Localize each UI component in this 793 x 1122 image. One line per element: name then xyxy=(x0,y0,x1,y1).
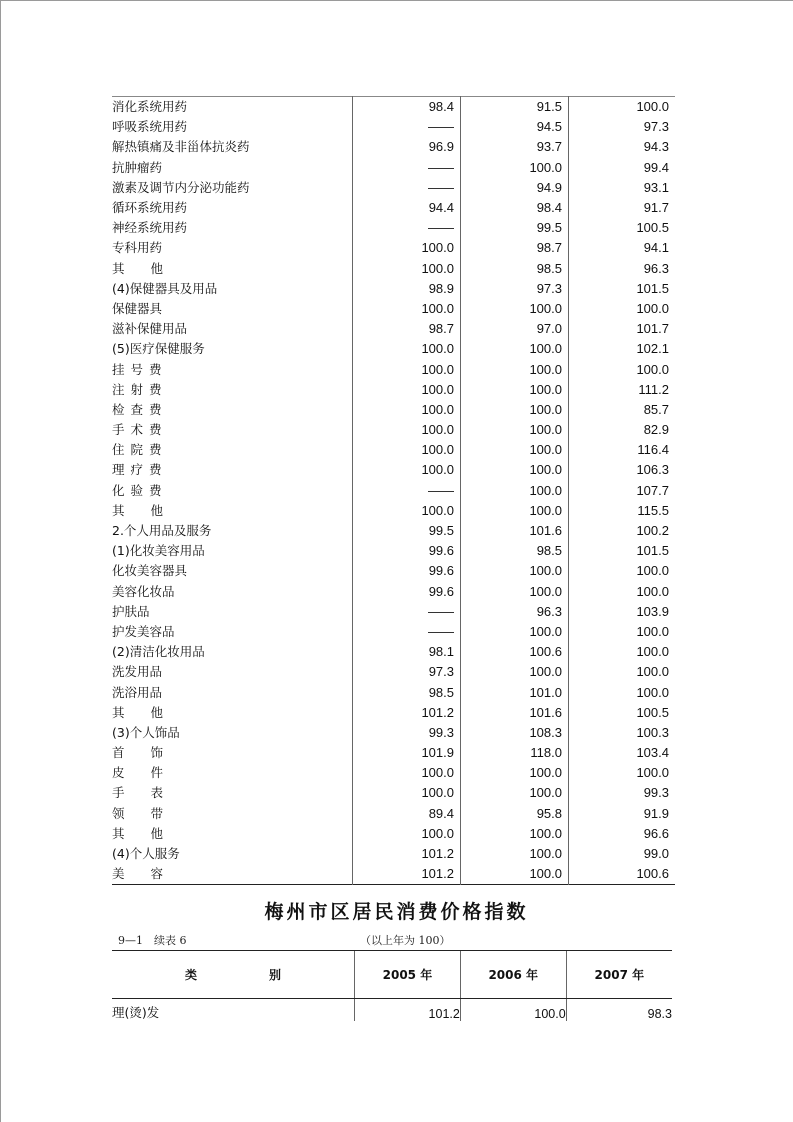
value-2006: 100.0 xyxy=(461,460,569,480)
value-2005: 99.5 xyxy=(353,521,461,541)
value-2006: 100.0 xyxy=(461,582,569,602)
value-2005: 101.2 xyxy=(353,844,461,864)
value-2006: 100.0 xyxy=(461,622,569,642)
row-category-label: 循环系统用药 xyxy=(112,200,188,216)
value-2007: 96.6 xyxy=(569,824,676,844)
value-2007: 103.4 xyxy=(569,743,676,763)
header-category: 类 别 xyxy=(112,951,355,999)
value-2005: 100.0 xyxy=(353,501,461,521)
value-2005: 100.0 xyxy=(353,763,461,783)
row-category xyxy=(112,460,353,480)
value-2006: 100.6 xyxy=(461,642,569,662)
value-2005: 100.0 xyxy=(353,238,461,258)
value-2006: 100.0 xyxy=(461,339,569,359)
row-category xyxy=(112,420,353,440)
row-category-label: 其他 xyxy=(112,260,190,276)
value-2006: 100.0 xyxy=(461,359,569,379)
value-2006: 98.4 xyxy=(461,198,569,218)
value-2007: 100.6 xyxy=(569,864,676,885)
value-2006: 91.5 xyxy=(461,97,569,118)
row-category-label: 其他 xyxy=(112,502,190,518)
row-category xyxy=(112,743,353,763)
value-2005: 99.3 xyxy=(353,723,461,743)
value-2007: 100.0 xyxy=(569,682,676,702)
table-row xyxy=(112,339,675,359)
header-2007: 2007 年 xyxy=(566,951,672,999)
row-category-label: 美容化妆品 xyxy=(112,583,175,599)
table-row xyxy=(112,440,675,460)
row-category xyxy=(112,783,353,803)
value-2007: 94.1 xyxy=(569,238,676,258)
value-2005: 100.0 xyxy=(353,460,461,480)
table-row xyxy=(112,299,675,319)
value-2007: 100.0 xyxy=(569,763,676,783)
value-2006: 98.7 xyxy=(461,238,569,258)
table-row xyxy=(112,999,672,1022)
row-category xyxy=(112,339,353,359)
row-category-label: 专科用药 xyxy=(112,240,163,256)
value-2005: 97.3 xyxy=(353,662,461,682)
row-category-label: (4)保健器具及用品 xyxy=(112,280,218,296)
header-row xyxy=(112,951,672,999)
value-2005: —— xyxy=(353,218,461,238)
value-2006: 98.5 xyxy=(461,259,569,279)
price-index-table-header xyxy=(112,950,672,1021)
table-row xyxy=(112,602,675,622)
value-2007: 100.5 xyxy=(569,218,676,238)
table-row xyxy=(112,178,675,198)
row-category-label: 护肤品 xyxy=(112,603,150,619)
value-2005: 99.6 xyxy=(353,582,461,602)
value-2007: 97.3 xyxy=(569,117,676,137)
value-2006: 97.3 xyxy=(461,279,569,299)
table-row xyxy=(112,864,675,885)
value-2005: 100.0 xyxy=(353,299,461,319)
value-2005: 99.6 xyxy=(353,541,461,561)
value-2006: 94.9 xyxy=(461,178,569,198)
value-2005: 98.5 xyxy=(353,682,461,702)
row-category-label: (2)清洁化妆用品 xyxy=(112,644,205,660)
row-category-label: 住院费 xyxy=(112,442,168,458)
row-category xyxy=(112,763,353,783)
value-2005: —— xyxy=(353,158,461,178)
row-category-label: 化验费 xyxy=(112,482,168,498)
row-category xyxy=(112,501,353,521)
row-category-label: 2.个人用品及服务 xyxy=(112,523,212,539)
row-category xyxy=(112,824,353,844)
value-2007: 111.2 xyxy=(569,380,676,400)
value-2005: 100.0 xyxy=(353,339,461,359)
table-row xyxy=(112,622,675,642)
page-border-left xyxy=(0,0,1,1122)
row-category-label: 抗肿瘤药 xyxy=(112,159,163,175)
value-2007: 102.1 xyxy=(569,339,676,359)
row-category xyxy=(112,299,353,319)
row-category-label: (1)化妆美容用品 xyxy=(112,543,205,559)
value-2007: 93.1 xyxy=(569,178,676,198)
table-row xyxy=(112,481,675,501)
value-2005: 100.0 xyxy=(353,824,461,844)
value-2007: 99.4 xyxy=(569,158,676,178)
value-2006: 100.0 xyxy=(461,864,569,885)
value-2005: 101.2 xyxy=(355,999,461,1022)
value-2006: 100.0 xyxy=(460,999,566,1022)
value-2007: 100.0 xyxy=(569,561,676,581)
row-category xyxy=(112,481,353,501)
row-category-label: 化妆美容器具 xyxy=(112,563,188,579)
row-category-label: 挂号费 xyxy=(112,361,168,377)
value-2005: 101.2 xyxy=(353,703,461,723)
value-2007: 101.5 xyxy=(569,541,676,561)
table-body xyxy=(112,97,675,885)
header-2006: 2006 年 xyxy=(460,951,566,999)
row-category xyxy=(112,844,353,864)
value-2007: 91.7 xyxy=(569,198,676,218)
value-2005: 99.6 xyxy=(353,561,461,581)
table-row xyxy=(112,97,675,118)
value-2006: 100.0 xyxy=(461,824,569,844)
table-row xyxy=(112,541,675,561)
table-number: 9—1 续表 6 xyxy=(118,934,187,947)
value-2007: 101.5 xyxy=(569,279,676,299)
row-category xyxy=(112,380,353,400)
table-row xyxy=(112,642,675,662)
row-category-label: 洗发用品 xyxy=(112,664,163,680)
value-2005: 89.4 xyxy=(353,804,461,824)
table-row xyxy=(112,158,675,178)
value-2007: 116.4 xyxy=(569,440,676,460)
row-category xyxy=(112,359,353,379)
row-category-label: 洗浴用品 xyxy=(112,684,163,700)
value-2007: 94.3 xyxy=(569,137,676,157)
value-2007: 107.7 xyxy=(569,481,676,501)
row-category xyxy=(112,158,353,178)
row-category xyxy=(112,561,353,581)
row-category xyxy=(112,723,353,743)
row-category xyxy=(112,178,353,198)
table-row xyxy=(112,844,675,864)
value-2006: 100.0 xyxy=(461,844,569,864)
row-category xyxy=(112,137,353,157)
value-2006: 108.3 xyxy=(461,723,569,743)
value-2006: 93.7 xyxy=(461,137,569,157)
row-category-label: 解热镇痛及非甾体抗炎药 xyxy=(112,139,250,155)
table-row xyxy=(112,521,675,541)
value-2006: 101.0 xyxy=(461,682,569,702)
row-category-label: 神经系统用药 xyxy=(112,220,188,236)
value-2006: 95.8 xyxy=(461,804,569,824)
table-row xyxy=(112,662,675,682)
table-row xyxy=(112,259,675,279)
value-2006: 99.5 xyxy=(461,218,569,238)
row-category-label: 呼吸系统用药 xyxy=(112,119,188,135)
row-category-label: 滋补保健用品 xyxy=(112,321,188,337)
row-category xyxy=(112,117,353,137)
row-category xyxy=(112,804,353,824)
table-row xyxy=(112,682,675,702)
value-2005: 94.4 xyxy=(353,198,461,218)
value-2007: 91.9 xyxy=(569,804,676,824)
row-category xyxy=(112,400,353,420)
row-category-label: 其他 xyxy=(112,704,190,720)
row-category xyxy=(112,602,353,622)
row-category-label: 其他 xyxy=(112,825,190,841)
table-row xyxy=(112,723,675,743)
table-row xyxy=(112,763,675,783)
table-row xyxy=(112,420,675,440)
row-category-label: 注射费 xyxy=(112,381,168,397)
value-2007: 100.0 xyxy=(569,582,676,602)
row-category xyxy=(112,864,353,885)
value-2005: —— xyxy=(353,622,461,642)
row-category xyxy=(112,682,353,702)
row-category-label: 消化系统用药 xyxy=(112,99,188,115)
value-2006: 100.0 xyxy=(461,501,569,521)
value-2007: 100.0 xyxy=(569,622,676,642)
value-2006: 97.0 xyxy=(461,319,569,339)
row-category-label: 领带 xyxy=(112,805,190,821)
value-2005: 100.0 xyxy=(353,440,461,460)
value-2005: 101.9 xyxy=(353,743,461,763)
value-2006: 94.5 xyxy=(461,117,569,137)
row-category xyxy=(112,541,353,561)
row-category xyxy=(112,259,353,279)
row-category-label: 激素及调节内分泌功能药 xyxy=(112,179,250,195)
value-2005: 98.9 xyxy=(353,279,461,299)
row-category xyxy=(112,622,353,642)
page-border-top xyxy=(0,0,793,1)
row-category-label: (4)个人服务 xyxy=(112,846,180,862)
table-row xyxy=(112,824,675,844)
table-row xyxy=(112,582,675,602)
row-category-label: 皮件 xyxy=(112,765,190,781)
value-2005: 98.1 xyxy=(353,642,461,662)
value-2005: 100.0 xyxy=(353,259,461,279)
value-2007: 100.0 xyxy=(569,97,676,118)
row-category-label: 手表 xyxy=(112,785,190,801)
value-2007: 100.5 xyxy=(569,703,676,723)
value-2006: 100.0 xyxy=(461,420,569,440)
value-2006: 100.0 xyxy=(461,380,569,400)
row-category xyxy=(112,319,353,339)
row-category xyxy=(112,279,353,299)
value-2007: 115.5 xyxy=(569,501,676,521)
value-2005: —— xyxy=(353,602,461,622)
table-row xyxy=(112,238,675,258)
value-2007: 100.3 xyxy=(569,723,676,743)
value-2006: 100.0 xyxy=(461,481,569,501)
row-category-label: 保健器具 xyxy=(112,300,163,316)
table-row xyxy=(112,218,675,238)
row-category xyxy=(112,582,353,602)
value-2005: 101.2 xyxy=(353,864,461,885)
row-category-label: 理疗费 xyxy=(112,462,168,478)
row-category xyxy=(112,97,353,118)
value-2007: 82.9 xyxy=(569,420,676,440)
table-row xyxy=(112,380,675,400)
header-2005: 2005 年 xyxy=(355,951,461,999)
value-2005: 100.0 xyxy=(353,359,461,379)
value-2007: 103.9 xyxy=(569,602,676,622)
value-2007: 99.0 xyxy=(569,844,676,864)
row-category xyxy=(112,703,353,723)
value-2007: 100.2 xyxy=(569,521,676,541)
value-2005: 100.0 xyxy=(353,783,461,803)
row-category-label: 美容 xyxy=(112,866,190,882)
value-2006: 100.0 xyxy=(461,662,569,682)
value-2005: 100.0 xyxy=(353,420,461,440)
value-2007: 99.3 xyxy=(569,783,676,803)
value-2007: 106.3 xyxy=(569,460,676,480)
table-row xyxy=(112,783,675,803)
base-note: （以上年为 100） xyxy=(360,934,451,947)
table-row xyxy=(112,400,675,420)
value-2005: —— xyxy=(353,481,461,501)
value-2007: 96.3 xyxy=(569,259,676,279)
value-2006: 100.0 xyxy=(461,763,569,783)
value-2005: 98.7 xyxy=(353,319,461,339)
value-2006: 118.0 xyxy=(461,743,569,763)
row-category-label: (3)个人饰品 xyxy=(112,724,180,740)
table-row xyxy=(112,279,675,299)
row-category xyxy=(112,218,353,238)
value-2007: 100.0 xyxy=(569,642,676,662)
row-category-label: 护发美容品 xyxy=(112,623,175,639)
value-2005: 96.9 xyxy=(353,137,461,157)
value-2005: 98.4 xyxy=(353,97,461,118)
value-2006: 101.6 xyxy=(461,703,569,723)
row-category xyxy=(112,238,353,258)
value-2006: 100.0 xyxy=(461,783,569,803)
value-2006: 101.6 xyxy=(461,521,569,541)
value-2006: 100.0 xyxy=(461,299,569,319)
value-2007: 85.7 xyxy=(569,400,676,420)
row-category-label: (5)医疗保健服务 xyxy=(112,341,205,357)
value-2007: 100.0 xyxy=(569,359,676,379)
value-2005: 100.0 xyxy=(353,380,461,400)
table-row xyxy=(112,198,675,218)
table-row xyxy=(112,460,675,480)
value-2006: 98.5 xyxy=(461,541,569,561)
value-2005: —— xyxy=(353,117,461,137)
value-2005: 100.0 xyxy=(353,400,461,420)
value-2006: 100.0 xyxy=(461,400,569,420)
table-row xyxy=(112,561,675,581)
value-2007: 101.7 xyxy=(569,319,676,339)
table-row xyxy=(112,117,675,137)
table-row xyxy=(112,804,675,824)
row-category xyxy=(112,198,353,218)
row-category xyxy=(112,642,353,662)
table-row xyxy=(112,319,675,339)
row-category xyxy=(112,662,353,682)
row-category: 理(烫)发 xyxy=(112,1005,160,1020)
row-category-label: 首饰 xyxy=(112,745,190,761)
value-2005: —— xyxy=(353,178,461,198)
value-2006: 100.0 xyxy=(461,440,569,460)
row-category-label: 手术费 xyxy=(112,422,168,438)
row-category xyxy=(112,440,353,460)
row-category xyxy=(112,521,353,541)
section-title: 梅州市区居民消费价格指数 xyxy=(264,901,529,923)
table-row xyxy=(112,501,675,521)
price-index-table-continued xyxy=(112,96,675,885)
row-category-label: 检查费 xyxy=(112,401,168,417)
table-row xyxy=(112,137,675,157)
value-2006: 100.0 xyxy=(461,561,569,581)
table-row xyxy=(112,703,675,723)
value-2007: 100.0 xyxy=(569,299,676,319)
value-2006: 96.3 xyxy=(461,602,569,622)
table-row xyxy=(112,359,675,379)
value-2007: 100.0 xyxy=(569,662,676,682)
table-row xyxy=(112,743,675,763)
value-2006: 100.0 xyxy=(461,158,569,178)
value-2007: 98.3 xyxy=(566,999,672,1022)
